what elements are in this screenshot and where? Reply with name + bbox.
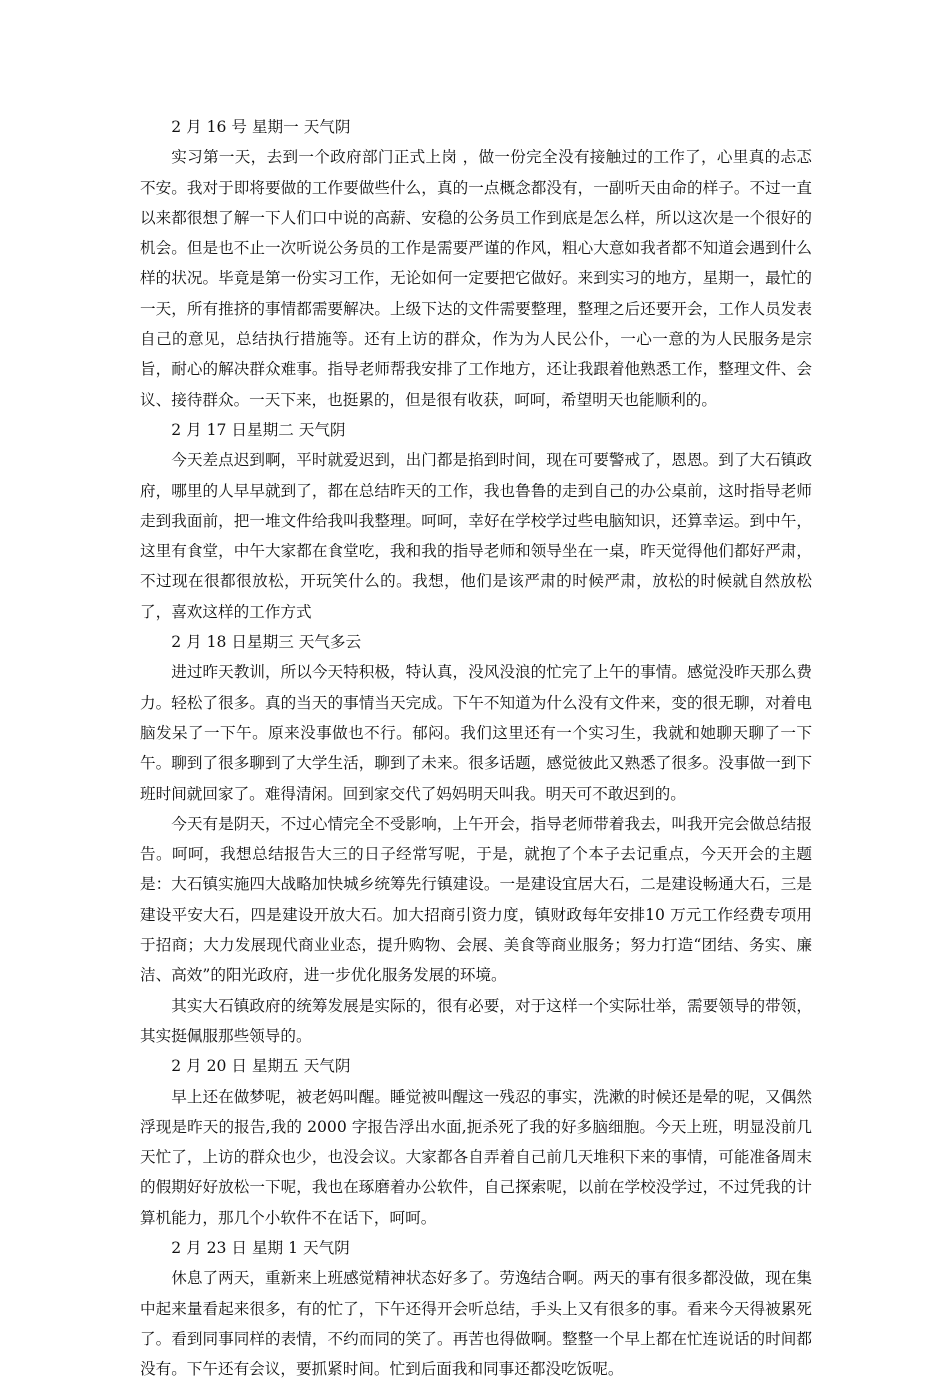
entry-paragraph: 今天有是阴天，不过心情完全不受影响，上午开会，指导老师带着我去，叫我开完会做总结报告。呵呵，我想总结报告大三的日子经常写呢，于是，就抱了个本子去记重点，今天开会的主题是：大石镇实施四大战略加快城乡统筹先行镇建设。一是建设宜居大石，二是建设畅通大石，三是建设平安大石，四是建设开放大石。加大招商引资力度，镇财政每年安排10 万元工作经费专项用于招商；大力发展现代商业业态，提升购物、会展、美食等商业服务；努力打造“团结、务实、廉洁、高效”的阳光政府，进一步优化服务发展的环境。 [140, 814, 812, 985]
entry-heading-feb-20: 2 月 20 日 星期五 天气阴 [171, 1057, 351, 1076]
entry-paragraph: 进过昨天教训，所以今天特积极，特认真，没风没浪的忙完了上午的事情。感觉没昨天那么费力。轻松了很多。真的当天的事情当天完成。下午不知道为什么没有文件来，变的很无聊，对着电脑发呆了一下午。原来没事做也不行。郁闷。我们这里还有一个实习生，我就和她聊天聊了一下午。聊到了很多聊到了大学生活，聊到了未来。很多话题，感觉彼此又熟悉了很多。没事做一到下班时间就回家了。难得清闲。回到家交代了妈妈明天叫我。明天可不敢迟到的。 [140, 663, 812, 803]
diary-body [140, 112, 812, 1384]
entry-heading-feb-18: 2 月 18 日星期三 天气多云 [171, 633, 362, 652]
entry-heading-feb-16: 2 月 16 号 星期一 天气阴 [171, 118, 351, 136]
entry-paragraph: 实习第一天，去到一个政府部门正式上岗 ，做一份完全没有接触过的工作了，心里真的忐忑不安。我对于即将要做的工作要做些什么，真的一点概念都没有，一副听天由命的样子。不过一直以来都很想了解一下人们口中说的高薪、安稳的公务员工作到底是怎么样，所以这次是一个很好的机会。但是也不止一次听说公务员的工作是需要严谨的作风，粗心大意如我者都不知道会遇到什么样的状况。毕竟是第一份实习工作，无论如何一定要把它做好。来到实习的地方，星期一，最忙的一天，所有推挤的事情都需要解决。上级下达的文件需要整理，整理之后还要开会，工作人员发表自己的意见，总结执行措施等。还有上访的群众，作为为人民公仆，一心一意的为人民服务是宗旨，耐心的解决群众难事。指导老师帮我安排了工作地方，还让我跟着他熟悉工作，整理文件、会议、接待群众。一天下来，也挺累的，但是很有收获，呵呵，希望明天也能顺利的。 [140, 148, 812, 409]
entry-heading-feb-17: 2 月 17 日星期二 天气阴 [171, 420, 346, 439]
entry-paragraph: 早上还在做梦呢，被老妈叫醒。睡觉被叫醒这一残忍的事实，洗漱的时候还是晕的呢，又偶然浮现是昨天的报告,我的 2000 字报告浮出水面,扼杀死了我的好多脑细胞。今天上班，明显没前几天忙了，上访的群众也少，也没会议。大家都各自弄着自己前几天堆积下来的事情，可能准备周末的假期好好放松一下呢，我也在琢磨着办公软件，自己探索呢，以前在学校没学过，不过凭我的计算机能力，那几个小软件不在话下，呵呵。 [140, 1087, 812, 1227]
entry-paragraph: 休息了两天，重新来上班感觉精神状态好多了。劳逸结合啊。两天的事有很多都没做，现在集中起来量看起来很多，有的忙了，下午还得开会听总结，手头上又有很多的事。看来今天得被累死了。看到同事同样的表情，不约而同的笑了。再苦也得做啊。整整一个早上都在忙连说话的时间都没有。下午还有会议，要抓紧时间。忙到后面我和同事还都没吃饭呢。 [140, 1269, 812, 1379]
entry-paragraph: 其实大石镇政府的统筹发展是实际的，很有必要，对于这样一个实际壮举，需要领导的带领，其实挺佩服那些领导的。 [140, 996, 812, 1045]
entry-heading-feb-23: 2 月 23 日 星期 1 天气阴 [171, 1238, 350, 1257]
entry-paragraph: 今天差点迟到啊，平时就爱迟到，出门都是掐到时间，现在可要警戒了，恩恩。到了大石镇政府，哪里的人早早就到了，都在总结昨天的工作，我也鲁鲁的走到自己的办公桌前，这时指导老师走到我面前，把一堆文件给我叫我整理。呵呵，幸好在学校学过些电脑知识，还算幸运。到中午，这里有食堂，中午大家都在食堂吃，我和我的指导老师和领导坐在一桌，昨天觉得他们都好严肃，不过现在很都很放松，开玩笑什么的。我想，他们是该严肃的时候严肃，放松的时候就自然放松了，喜欢这样的工作方式 [140, 451, 812, 621]
